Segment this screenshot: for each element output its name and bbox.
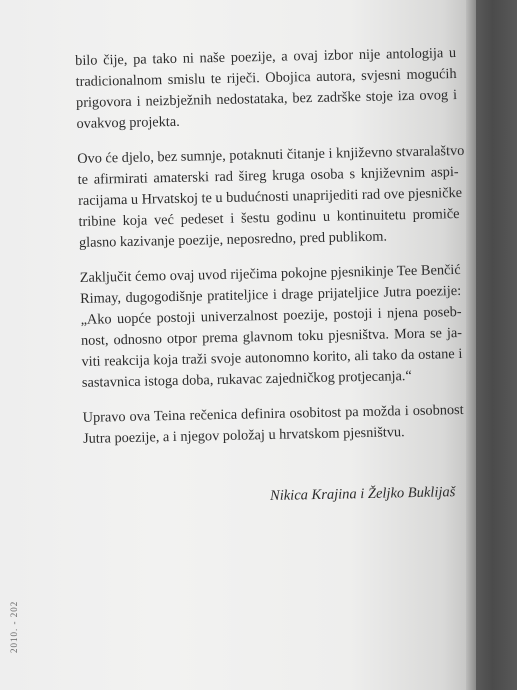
text-line: bilo čije, pa tako ni naše poezije, a ovaj izbor nije antologija u [75, 45, 457, 69]
text-line: Rimay, dugogodišnje pratiteljice i drage prijateljice Jutra poezije: [80, 282, 462, 307]
text-line: Ovo će djelo, bez sumnje, potaknuti čitanje i književno stvaralaštvo [77, 142, 465, 167]
page-spine [466, 0, 476, 690]
text-line: nost, odnosno otpor prema glavnom toku pjesništva. Mora se ja- [80, 324, 463, 349]
paragraph-1 [75, 43, 458, 135]
book-shadow [476, 0, 517, 690]
paragraph-2 [77, 141, 465, 254]
text-line: ovakvog projekta. [76, 113, 180, 132]
signature: Nikica Krajina i Željko Buklijaš [269, 484, 456, 505]
page-content [75, 43, 466, 511]
text-line: „Ako uopće postoji univerzalnost poezije, postoji i njena poseb- [80, 303, 462, 328]
text-line: tribine koja već pedeset i šestu godinu u kontinuitetu promiče [78, 205, 460, 230]
text-line: Upravo ova Teina rečenica definira osobitost pa možda i osobnost [82, 401, 464, 426]
page-edge-text: 2010. - 202 [9, 600, 19, 653]
text-line: Jutra poezije, a i njegov položaj u hrvatskom pjesništvu. [82, 424, 405, 447]
text-line: sastavnica istoga doba, rukavac zajedničkog protjecanja.“ [81, 368, 412, 391]
text-line: glasno kazivanje poezije, neposredno, pred publikom. [78, 228, 388, 251]
text-line: te afirmirati amaterski rad šireg kruga osoba s književnim aspi- [77, 163, 459, 188]
paragraph-4 [82, 400, 464, 450]
text-line: viti reakcija koja traži svoje autonomno korito, ali tako da ostane i [81, 345, 463, 370]
text-line: Zaključit ćemo ovaj uvod riječima pokojne pjesnikinje Tee Benčić [79, 261, 461, 286]
paragraph-3 [80, 260, 464, 394]
text-line: prigovora i neizbježnih nedostataka, bez zadrške stoje iza ovog i [75, 87, 458, 111]
text-line: racijama u Hrvatskoj te u budućnosti unaprijediti rad ove pjesničke [77, 184, 463, 209]
text-line: tradicionalnom smislu te riječi. Obojica autora, svjesni mogućih [75, 66, 457, 90]
